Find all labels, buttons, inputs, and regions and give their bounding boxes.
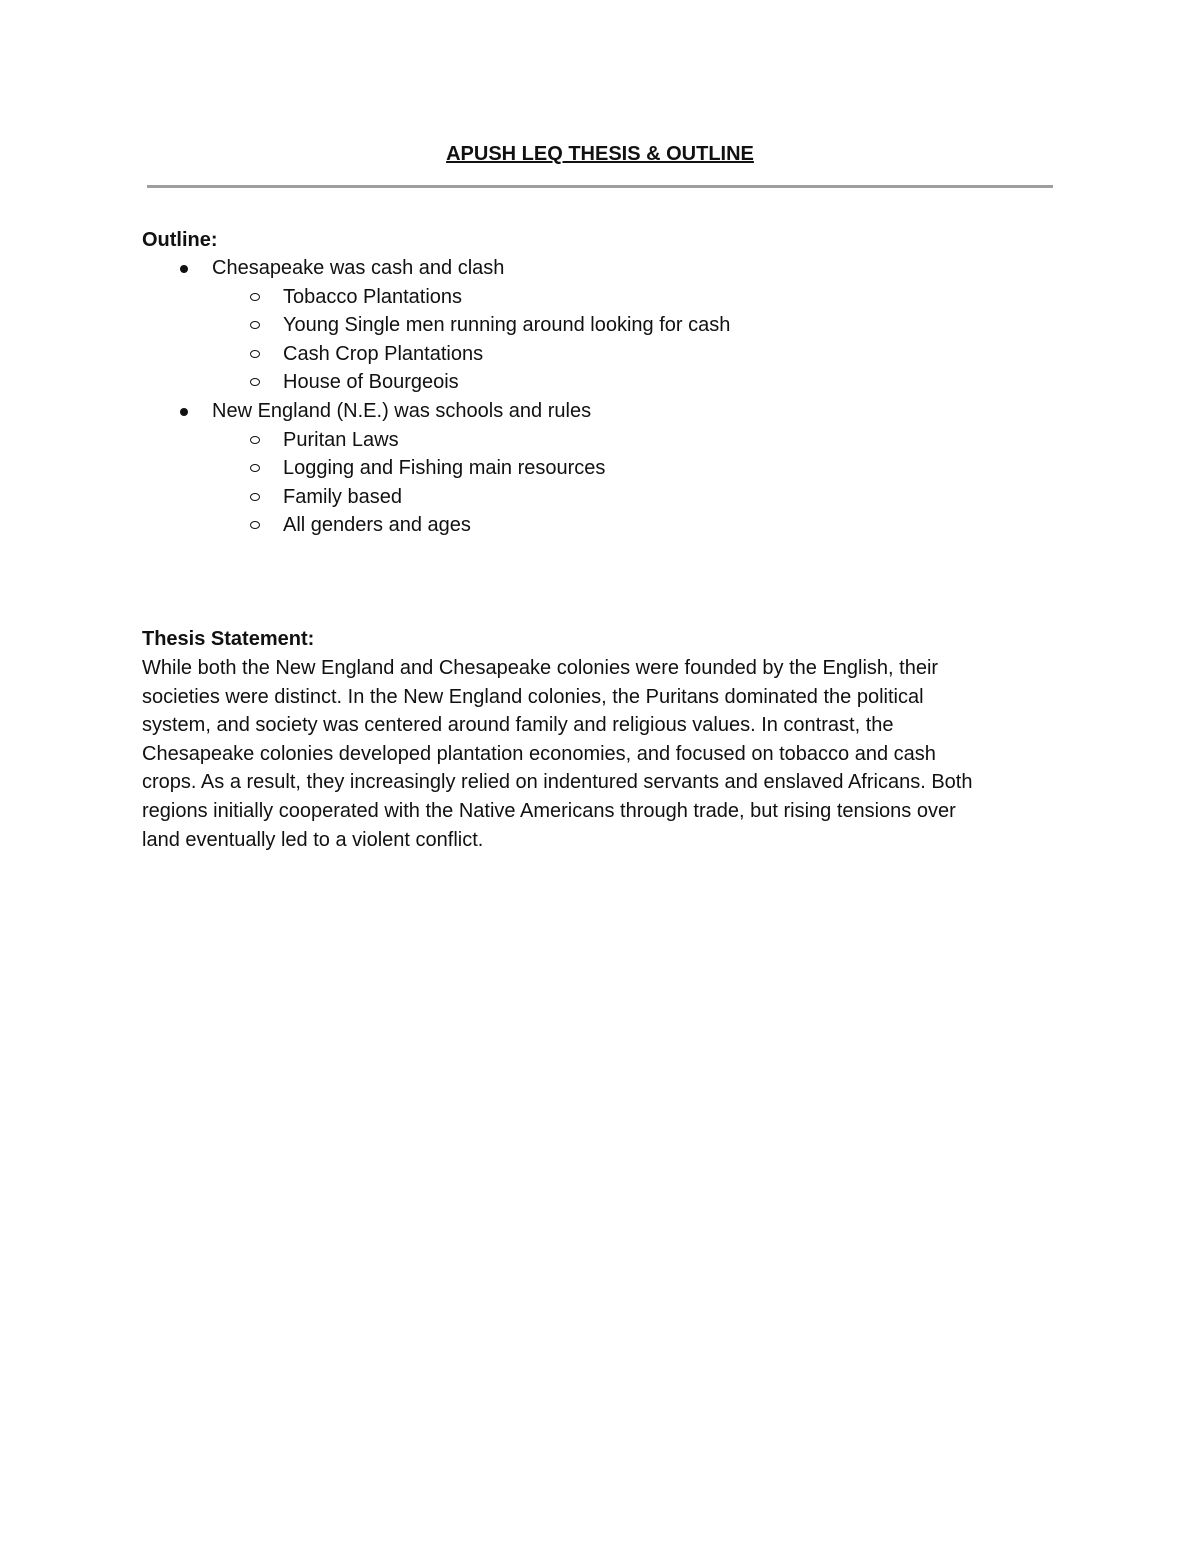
list-item — [142, 311, 1042, 340]
sub-item-text: Tobacco Plantations — [283, 285, 463, 308]
outline-item-chesapeake — [142, 254, 1042, 283]
sub-list — [142, 426, 1042, 540]
outline-item-text: New England (N.E.) was schools and rules — [212, 399, 592, 422]
hollow-bullet-icon — [250, 321, 260, 329]
sub-list — [142, 283, 1042, 397]
list-item — [142, 340, 1042, 369]
list-item — [142, 368, 1042, 397]
list-item — [142, 283, 1042, 312]
list-item — [142, 483, 1042, 512]
sub-item-text: Cash Crop Plantations — [283, 342, 484, 365]
thesis-line: regions initially cooperated with the Native Americans through trade, but rising tensions over — [142, 799, 956, 822]
sub-item-text: House of Bourgeois — [283, 371, 459, 394]
thesis-line: crops. As a result, they increasingly relied on indentured servants and enslaved Africans. Both — [142, 771, 973, 794]
hollow-bullet-icon — [250, 293, 260, 301]
list-item — [142, 426, 1042, 455]
hollow-bullet-icon — [250, 464, 260, 472]
hollow-bullet-icon — [250, 436, 260, 444]
title-divider — [147, 185, 1053, 188]
hollow-bullet-icon — [250, 378, 260, 386]
outline-list — [142, 254, 1042, 540]
hollow-bullet-icon — [250, 350, 260, 358]
list-item — [142, 454, 1042, 483]
filled-bullet-icon — [180, 408, 188, 416]
sub-item-text: Family based — [283, 485, 402, 508]
hollow-bullet-icon — [250, 493, 260, 501]
thesis-line: system, and society was centered around family and religious values. In contrast, the — [142, 714, 894, 737]
thesis-line: land eventually led to a violent conflict. — [142, 828, 484, 851]
outline-heading: Outline: — [142, 229, 218, 251]
thesis-line: societies were distinct. In the New England colonies, the Puritans dominated the political — [142, 685, 924, 708]
outline-item-new-england — [142, 397, 1042, 426]
thesis-heading: Thesis Statement: — [142, 628, 315, 650]
filled-bullet-icon — [180, 265, 188, 273]
sub-item-text: Puritan Laws — [283, 428, 399, 451]
outline-item-text: Chesapeake was cash and clash — [212, 257, 505, 279]
hollow-bullet-icon — [250, 521, 260, 529]
outline-sublist-chesapeake — [142, 283, 1042, 397]
sub-item-text: Logging and Fishing main resources — [283, 457, 606, 480]
list-item — [142, 511, 1042, 540]
thesis-line: While both the New England and Chesapeake colonies were founded by the English, their — [142, 657, 939, 679]
thesis-paragraph — [142, 654, 1062, 854]
outline-sublist-new-england — [142, 426, 1042, 540]
thesis-line: Chesapeake colonies developed plantation economies, and focused on tobacco and cash — [142, 742, 936, 765]
sub-item-text: Young Single men running around looking for cash — [283, 314, 731, 337]
document-title: APUSH LEQ THESIS & OUTLINE — [446, 143, 754, 165]
sub-item-text: All genders and ages — [283, 514, 471, 537]
